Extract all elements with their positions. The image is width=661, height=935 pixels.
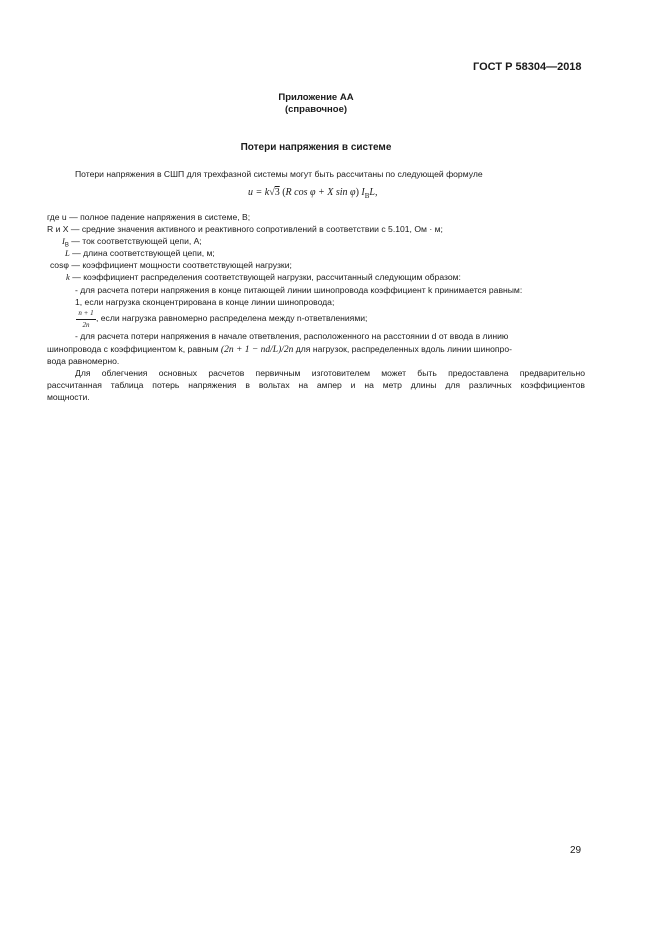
appendix-title: Приложение АА — [278, 92, 354, 103]
bullet-concentrated-load: 1, если нагрузка сконцентрирована в конце линии шинопровода; — [75, 297, 335, 307]
definition-row — [47, 224, 443, 235]
closing-paragraph-line3: мощности. — [47, 392, 90, 402]
voltage-drop-formula: u = k√3 (R cos φ + X sin φ) $I_BL$, — [248, 187, 378, 200]
branch-text-start: шинопровода с коэффициентом k, равным — [47, 344, 219, 354]
section-title: Потери напряжения в системе — [240, 142, 392, 153]
formula-sqrt-arg: 3 — [274, 187, 280, 198]
formula-current-sub: B — [364, 192, 370, 200]
definition-symbol: I — [62, 236, 65, 246]
formula-paren-open: ( — [282, 187, 286, 198]
definition-symbol: cosφ — [50, 260, 69, 270]
bullet-branch-end: вода равномерно. — [47, 356, 120, 366]
bullet-uniform-load: , если нагрузка равномерно распределена между n-ответвлениями; — [96, 313, 368, 323]
definition-row — [50, 260, 292, 271]
formula-paren-close: ) — [355, 187, 359, 198]
fraction-line — [76, 319, 96, 320]
definition-row — [66, 272, 461, 283]
intro-paragraph: Потери напряжения в СШП для трехфазной системы могут быть рассчитаны по следующей формуле — [75, 169, 483, 179]
definition-text: — коэффициент распределения соответствующей нагрузки, рассчитанный следующим образом: — [72, 272, 461, 282]
formula-length: L, — [369, 187, 378, 198]
bullet-end-of-line: - для расчета потери напряжения в конце питающей линии шинопровода коэффициент k принимается равным: — [75, 285, 523, 295]
definition-text: — коэффициент мощности соответствующей нагрузки; — [71, 260, 292, 270]
standard-code: ГОСТ Р 58304—2018 — [473, 61, 582, 73]
closing-paragraph-line1: Для облегчения основных расчетов первичным изготовителем может быть предоставлена предварительно — [75, 368, 585, 378]
definition-text: — ток соответствующей цепи, А; — [71, 236, 202, 246]
definition-text: — длина соответствующей цепи, м; — [72, 248, 215, 258]
definition-symbol: R и X — [47, 224, 69, 234]
definition-symbol: k — [66, 272, 70, 282]
definition-text: — полное падение напряжения в системе, В; — [69, 212, 251, 222]
definition-symbol: L — [65, 248, 70, 258]
bullet-branch-start: - для расчета потери напряжения в начале ответвления, расположенного на расстоянии d от ввода в линию — [75, 331, 509, 341]
bullet-branch-coefficient — [47, 344, 512, 356]
branch-text-end: для нагрузок, распределенных вдоль линии шинопро- — [295, 344, 512, 354]
branch-coefficient-formula: (2n + 1 − nd/L)/2n — [220, 345, 294, 355]
formula-lhs: u = k — [248, 187, 270, 198]
closing-paragraph-line2: рассчитанная таблица потерь напряжения в вольтах на ампер и на метр длины для различных коэффициентов — [47, 380, 585, 390]
formula-current: I — [361, 187, 365, 198]
fraction-denominator: 2n — [82, 321, 90, 329]
fraction-numerator: n + 1 — [78, 309, 94, 317]
definition-row — [65, 248, 215, 259]
appendix-subtitle: (справочное) — [284, 104, 348, 115]
definition-symbol-sub: B — [64, 242, 69, 249]
definition-symbol: где u — [47, 212, 67, 222]
definition-row — [47, 212, 250, 223]
formula-term: R cos φ + X sin φ — [285, 187, 356, 198]
definition-text: — средние значения активного и реактивного сопротивлений в соответствии с 5.101, Ом · м; — [70, 224, 443, 234]
page-number: 29 — [570, 845, 582, 856]
